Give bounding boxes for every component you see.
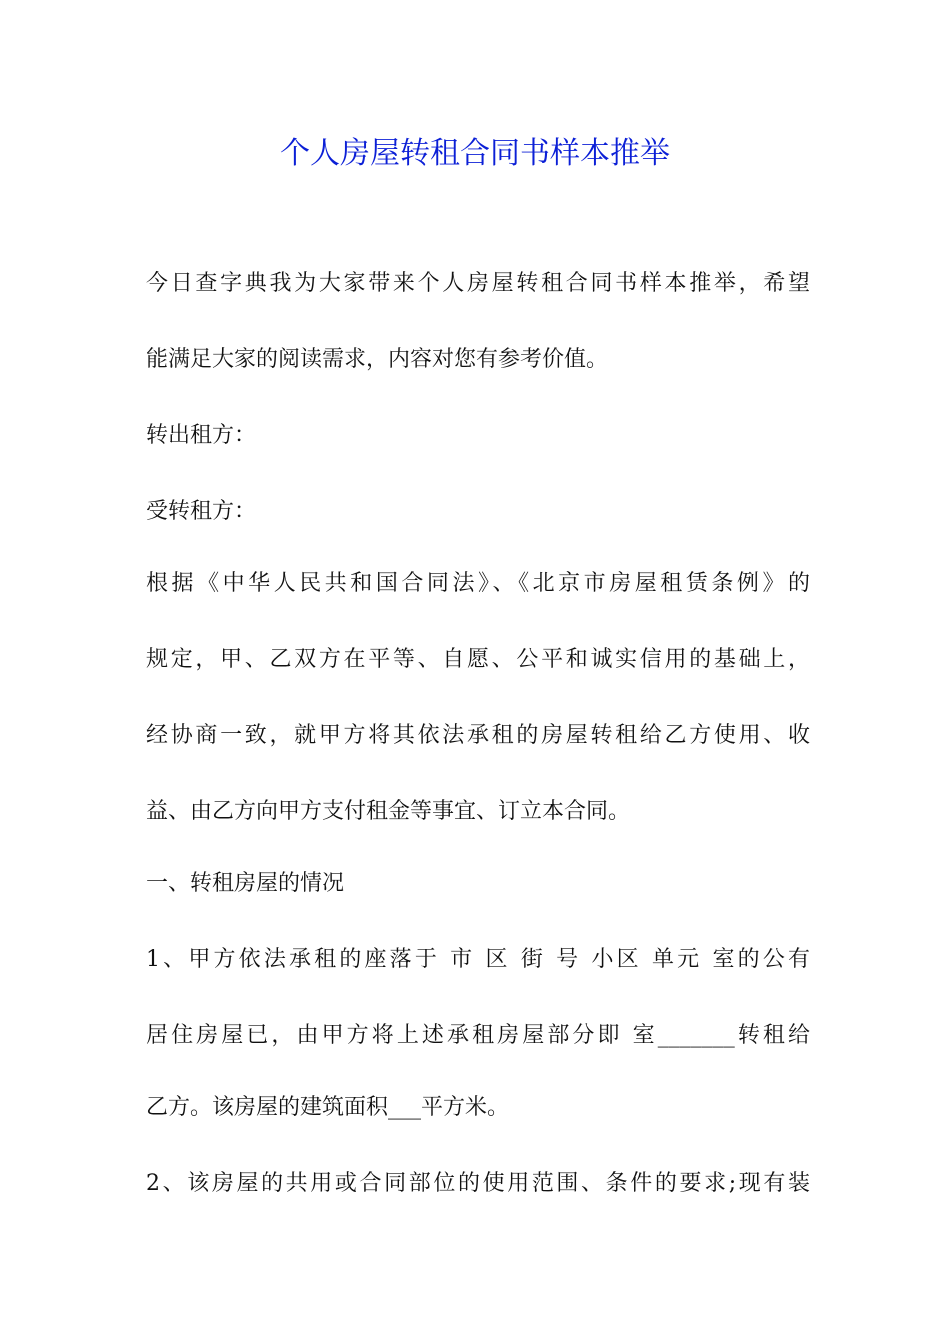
paragraph-line: 2、该房屋的共用或合同部位的使用范围、条件的要求;现有装 [146, 1171, 810, 1196]
paragraph-line: 转出租方： [146, 423, 257, 448]
paragraph-line: 能满足大家的阅读需求，内容对您有参考价值。 [146, 347, 609, 372]
paragraph-line: 1、甲方依法承租的座落于 市 区 街 号 小区 单元 室的公有 [146, 947, 810, 972]
paragraph-line: 益、由乙方向甲方支付租金等事宜、订立本合同。 [146, 799, 631, 824]
paragraph-line: 今日查字典我为大家带来个人房屋转租合同书样本推举，希望 [146, 271, 810, 296]
section-heading: 一、转租房屋的情况 [146, 871, 345, 896]
paragraph-line: 经协商一致，就甲方将其依法承租的房屋转租给乙方使用、收 [146, 723, 810, 748]
document-title: 个人房屋转租合同书样本推举 [280, 136, 670, 171]
paragraph-line: 规定，甲、乙双方在平等、自愿、公平和诚实信用的基础上， [146, 647, 810, 672]
paragraph-line: 受转租方： [146, 499, 257, 524]
paragraph-line: 乙方。该房屋的建筑面积___平方米。 [146, 1095, 510, 1120]
paragraph-line: 根据《中华人民共和国合同法》、《北京市房屋租赁条例》的 [146, 571, 810, 596]
paragraph-line: 居住房屋已，由甲方将上述承租房屋部分即 室_______转租给 [146, 1023, 810, 1048]
